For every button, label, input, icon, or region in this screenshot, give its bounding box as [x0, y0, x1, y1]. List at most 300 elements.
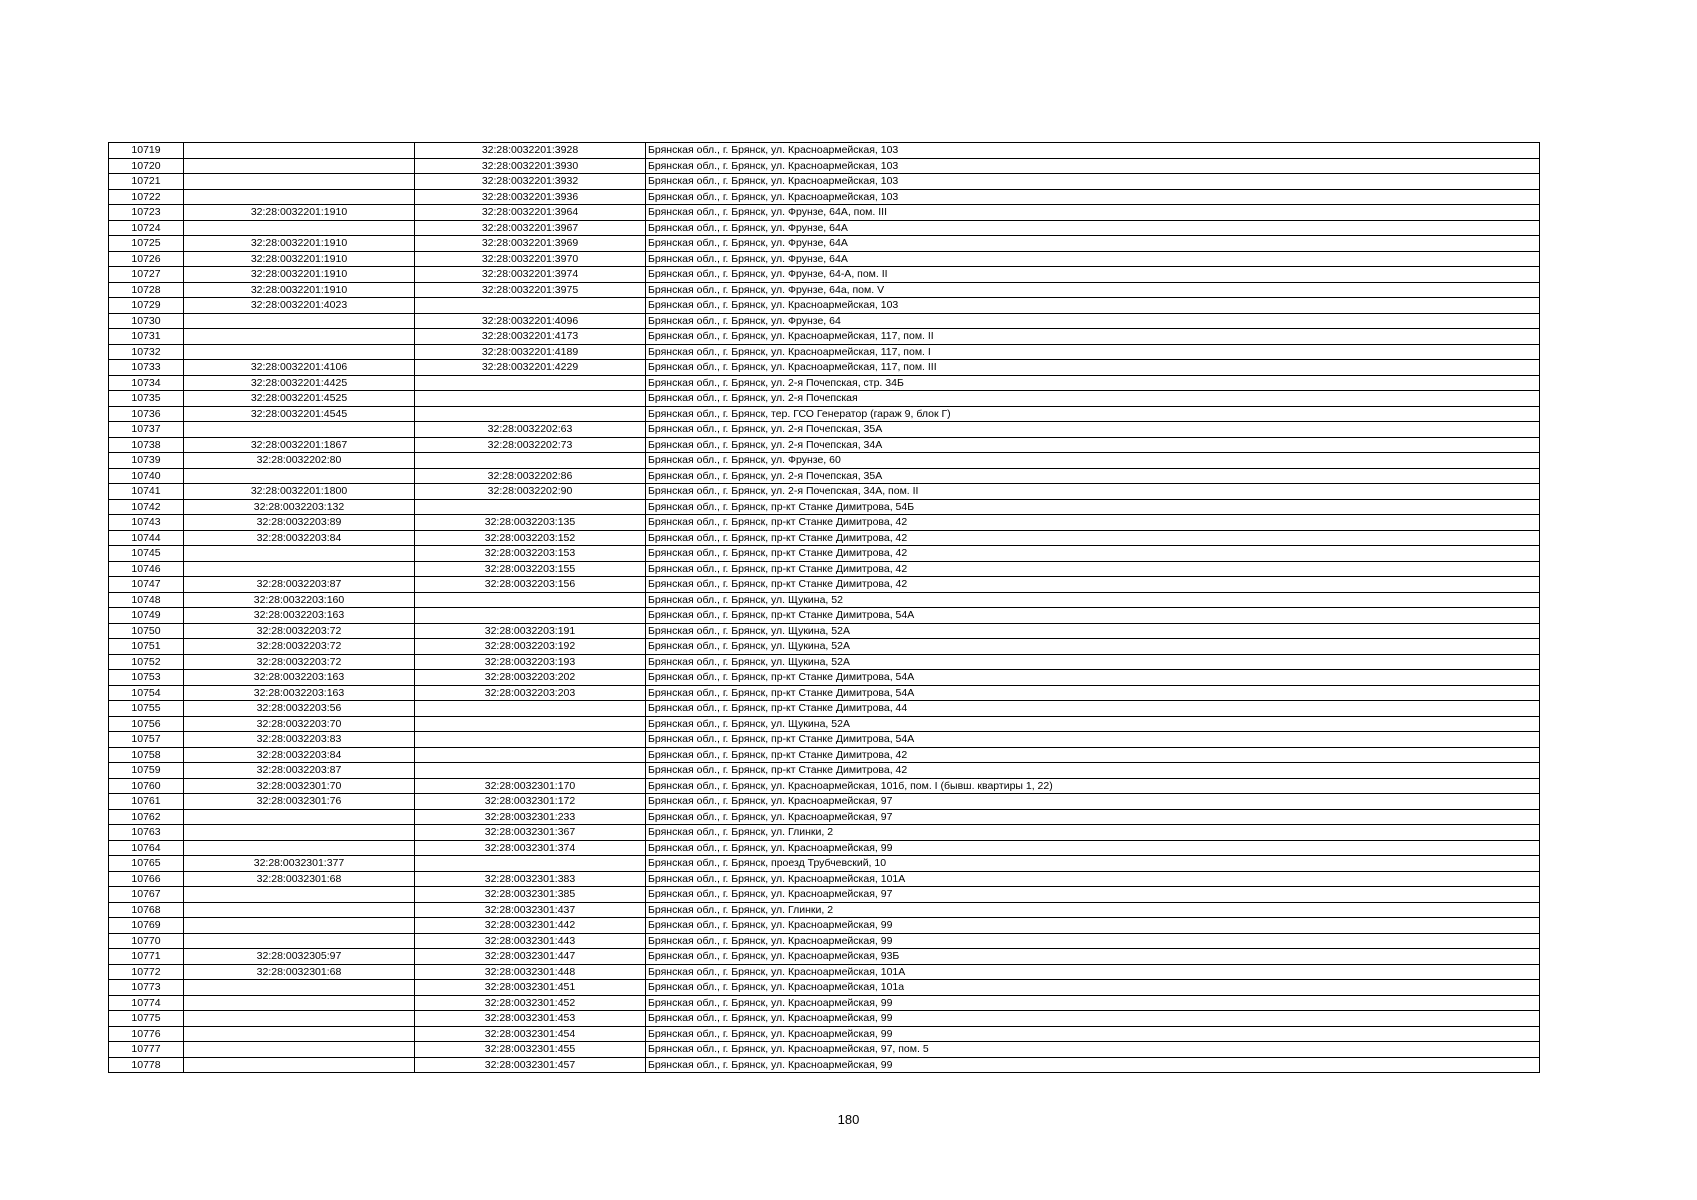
- table-row: [109, 1011, 1540, 1027]
- row-number-cell: 10774: [109, 995, 184, 1011]
- row-number-cell: 10728: [109, 282, 184, 298]
- registry-table-body: [109, 143, 1540, 1073]
- object-cadastral-cell: [415, 406, 646, 422]
- object-cadastral-cell: 32:28:0032203:202: [415, 670, 646, 686]
- object-cadastral-cell: 32:28:0032201:4189: [415, 344, 646, 360]
- address-cell: Брянская обл., г. Брянск, ул. Глинки, 2: [646, 902, 1540, 918]
- address-cell: Брянская обл., г. Брянск, ул. Красноармейская, 99: [646, 918, 1540, 934]
- land-plot-cadastral-cell: [184, 468, 415, 484]
- row-number-cell: 10768: [109, 902, 184, 918]
- row-number-cell: 10767: [109, 887, 184, 903]
- object-cadastral-cell: [415, 732, 646, 748]
- table-row: [109, 174, 1540, 190]
- row-number-cell: 10760: [109, 778, 184, 794]
- address-cell: Брянская обл., г. Брянск, ул. Красноармейская, 97: [646, 794, 1540, 810]
- object-cadastral-cell: 32:28:0032301:457: [415, 1057, 646, 1073]
- land-plot-cadastral-cell: 32:28:0032203:89: [184, 515, 415, 531]
- land-plot-cadastral-cell: 32:28:0032201:1910: [184, 205, 415, 221]
- land-plot-cadastral-cell: 32:28:0032301:68: [184, 871, 415, 887]
- table-row: [109, 236, 1540, 252]
- object-cadastral-cell: 32:28:0032202:63: [415, 422, 646, 438]
- address-cell: Брянская обл., г. Брянск, ул. Фрунзе, 64А: [646, 220, 1540, 236]
- table-row: [109, 205, 1540, 221]
- object-cadastral-cell: 32:28:0032201:3930: [415, 158, 646, 174]
- table-row: [109, 670, 1540, 686]
- address-cell: Брянская обл., г. Брянск, ул. Щукина, 52А: [646, 639, 1540, 655]
- table-row: [109, 360, 1540, 376]
- object-cadastral-cell: 32:28:0032301:170: [415, 778, 646, 794]
- address-cell: Брянская обл., г. Брянск, ул. Фрунзе, 64: [646, 313, 1540, 329]
- object-cadastral-cell: [415, 747, 646, 763]
- land-plot-cadastral-cell: [184, 1026, 415, 1042]
- land-plot-cadastral-cell: [184, 329, 415, 345]
- address-cell: Брянская обл., г. Брянск, ул. Красноармейская, 117, пом. III: [646, 360, 1540, 376]
- land-plot-cadastral-cell: [184, 933, 415, 949]
- address-cell: Брянская обл., г. Брянск, ул. Красноармейская, 97: [646, 809, 1540, 825]
- land-plot-cadastral-cell: 32:28:0032203:70: [184, 716, 415, 732]
- object-cadastral-cell: 32:28:0032203:155: [415, 561, 646, 577]
- row-number-cell: 10719: [109, 143, 184, 159]
- address-cell: Брянская обл., г. Брянск, ул. 2-я Почепская, 34А, пом. II: [646, 484, 1540, 500]
- row-number-cell: 10723: [109, 205, 184, 221]
- land-plot-cadastral-cell: [184, 995, 415, 1011]
- land-plot-cadastral-cell: 32:28:0032203:87: [184, 577, 415, 593]
- address-cell: Брянская обл., г. Брянск, ул. Красноармейская, 99: [646, 1011, 1540, 1027]
- address-cell: Брянская обл., г. Брянск, ул. Красноармейская, 103: [646, 158, 1540, 174]
- object-cadastral-cell: 32:28:0032201:3932: [415, 174, 646, 190]
- land-plot-cadastral-cell: 32:28:0032203:163: [184, 685, 415, 701]
- row-number-cell: 10773: [109, 980, 184, 996]
- address-cell: Брянская обл., г. Брянск, ул. Красноармейская, 97: [646, 887, 1540, 903]
- table-row: [109, 220, 1540, 236]
- row-number-cell: 10777: [109, 1042, 184, 1058]
- land-plot-cadastral-cell: [184, 143, 415, 159]
- object-cadastral-cell: 32:28:0032301:367: [415, 825, 646, 841]
- row-number-cell: 10762: [109, 809, 184, 825]
- table-row: [109, 747, 1540, 763]
- table-row: [109, 267, 1540, 283]
- land-plot-cadastral-cell: 32:28:0032203:84: [184, 747, 415, 763]
- address-cell: Брянская обл., г. Брянск, ул. Красноармейская, 103: [646, 143, 1540, 159]
- row-number-cell: 10776: [109, 1026, 184, 1042]
- land-plot-cadastral-cell: 32:28:0032203:84: [184, 530, 415, 546]
- address-cell: Брянская обл., г. Брянск, пр-кт Станке Димитрова, 42: [646, 561, 1540, 577]
- object-cadastral-cell: 32:28:0032301:454: [415, 1026, 646, 1042]
- address-cell: Брянская обл., г. Брянск, ул. 2-я Почепская: [646, 391, 1540, 407]
- address-cell: Брянская обл., г. Брянск, ул. Красноармейская, 103: [646, 189, 1540, 205]
- land-plot-cadastral-cell: 32:28:0032301:70: [184, 778, 415, 794]
- address-cell: Брянская обл., г. Брянск, ул. Глинки, 2: [646, 825, 1540, 841]
- table-row: [109, 484, 1540, 500]
- object-cadastral-cell: 32:28:0032201:4229: [415, 360, 646, 376]
- row-number-cell: 10747: [109, 577, 184, 593]
- address-cell: Брянская обл., г. Брянск, пр-кт Станке Димитрова, 42: [646, 530, 1540, 546]
- row-number-cell: 10752: [109, 654, 184, 670]
- address-cell: Брянская обл., г. Брянск, ул. Фрунзе, 60: [646, 453, 1540, 469]
- row-number-cell: 10761: [109, 794, 184, 810]
- land-plot-cadastral-cell: [184, 220, 415, 236]
- object-cadastral-cell: 32:28:0032301:233: [415, 809, 646, 825]
- land-plot-cadastral-cell: 32:28:0032201:1910: [184, 236, 415, 252]
- address-cell: Брянская обл., г. Брянск, ул. 2-я Почепская, 35А: [646, 468, 1540, 484]
- table-row: [109, 344, 1540, 360]
- address-cell: Брянская обл., г. Брянск, ул. Красноармейская, 101б, пом. I (бывш. квартиры 1, 22): [646, 778, 1540, 794]
- table-row: [109, 1026, 1540, 1042]
- table-row: [109, 1057, 1540, 1073]
- land-plot-cadastral-cell: [184, 825, 415, 841]
- row-number-cell: 10753: [109, 670, 184, 686]
- table-row: [109, 778, 1540, 794]
- table-row: [109, 654, 1540, 670]
- land-plot-cadastral-cell: 32:28:0032203:72: [184, 639, 415, 655]
- table-row: [109, 701, 1540, 717]
- address-cell: Брянская обл., г. Брянск, ул. 2-я Почепская, 35А: [646, 422, 1540, 438]
- object-cadastral-cell: 32:28:0032301:443: [415, 933, 646, 949]
- address-cell: Брянская обл., г. Брянск, пр-кт Станке Димитрова, 54А: [646, 685, 1540, 701]
- row-number-cell: 10746: [109, 561, 184, 577]
- table-row: [109, 639, 1540, 655]
- object-cadastral-cell: 32:28:0032201:3974: [415, 267, 646, 283]
- table-row: [109, 329, 1540, 345]
- object-cadastral-cell: 32:28:0032201:4173: [415, 329, 646, 345]
- land-plot-cadastral-cell: 32:28:0032203:160: [184, 592, 415, 608]
- land-plot-cadastral-cell: [184, 1011, 415, 1027]
- land-plot-cadastral-cell: 32:28:0032203:72: [184, 623, 415, 639]
- row-number-cell: 10739: [109, 453, 184, 469]
- address-cell: Брянская обл., г. Брянск, ул. 2-я Почепская, стр. 34Б: [646, 375, 1540, 391]
- table-row: [109, 375, 1540, 391]
- object-cadastral-cell: 32:28:0032301:453: [415, 1011, 646, 1027]
- address-cell: Брянская обл., г. Брянск, ул. Щукина, 52А: [646, 716, 1540, 732]
- land-plot-cadastral-cell: [184, 980, 415, 996]
- page-number: 180: [837, 1112, 860, 1127]
- land-plot-cadastral-cell: 32:28:0032203:87: [184, 763, 415, 779]
- row-number-cell: 10749: [109, 608, 184, 624]
- row-number-cell: 10730: [109, 313, 184, 329]
- row-number-cell: 10725: [109, 236, 184, 252]
- table-row: [109, 499, 1540, 515]
- object-cadastral-cell: 32:28:0032203:203: [415, 685, 646, 701]
- row-number-cell: 10722: [109, 189, 184, 205]
- table-row: [109, 561, 1540, 577]
- object-cadastral-cell: 32:28:0032301:455: [415, 1042, 646, 1058]
- land-plot-cadastral-cell: [184, 809, 415, 825]
- land-plot-cadastral-cell: [184, 918, 415, 934]
- address-cell: Брянская обл., г. Брянск, ул. Красноармейская, 117, пом. I: [646, 344, 1540, 360]
- table-row: [109, 282, 1540, 298]
- land-plot-cadastral-cell: 32:28:0032203:132: [184, 499, 415, 515]
- table-row: [109, 1042, 1540, 1058]
- table-row: [109, 809, 1540, 825]
- object-cadastral-cell: 32:28:0032301:374: [415, 840, 646, 856]
- address-cell: Брянская обл., г. Брянск, ул. Щукина, 52А: [646, 623, 1540, 639]
- address-cell: Брянская обл., г. Брянск, ул. Красноармейская, 99: [646, 933, 1540, 949]
- row-number-cell: 10778: [109, 1057, 184, 1073]
- object-cadastral-cell: [415, 701, 646, 717]
- row-number-cell: 10756: [109, 716, 184, 732]
- land-plot-cadastral-cell: 32:28:0032203:56: [184, 701, 415, 717]
- row-number-cell: 10738: [109, 437, 184, 453]
- land-plot-cadastral-cell: 32:28:0032201:1910: [184, 267, 415, 283]
- land-plot-cadastral-cell: 32:28:0032203:163: [184, 670, 415, 686]
- row-number-cell: 10758: [109, 747, 184, 763]
- table-row: [109, 685, 1540, 701]
- row-number-cell: 10729: [109, 298, 184, 314]
- address-cell: Брянская обл., г. Брянск, ул. Щукина, 52А: [646, 654, 1540, 670]
- object-cadastral-cell: [415, 608, 646, 624]
- table-row: [109, 964, 1540, 980]
- address-cell: Брянская обл., г. Брянск, ул. Щукина, 52: [646, 592, 1540, 608]
- registry-table: [108, 142, 1540, 1073]
- object-cadastral-cell: [415, 391, 646, 407]
- land-plot-cadastral-cell: 32:28:0032201:4023: [184, 298, 415, 314]
- land-plot-cadastral-cell: 32:28:0032301:68: [184, 964, 415, 980]
- row-number-cell: 10732: [109, 344, 184, 360]
- object-cadastral-cell: 32:28:0032301:448: [415, 964, 646, 980]
- address-cell: Брянская обл., г. Брянск, пр-кт Станке Димитрова, 42: [646, 747, 1540, 763]
- address-cell: Брянская обл., г. Брянск, ул. Красноармейская, 103: [646, 174, 1540, 190]
- land-plot-cadastral-cell: 32:28:0032201:1910: [184, 282, 415, 298]
- address-cell: Брянская обл., г. Брянск, ул. Фрунзе, 64А: [646, 236, 1540, 252]
- land-plot-cadastral-cell: [184, 887, 415, 903]
- row-number-cell: 10721: [109, 174, 184, 190]
- land-plot-cadastral-cell: 32:28:0032203:72: [184, 654, 415, 670]
- table-row: [109, 189, 1540, 205]
- address-cell: Брянская обл., г. Брянск, ул. Красноармейская, 117, пом. II: [646, 329, 1540, 345]
- address-cell: Брянская обл., г. Брянск, пр-кт Станке Димитрова, 54Б: [646, 499, 1540, 515]
- address-cell: Брянская обл., г. Брянск, ул. Красноармейская, 101А: [646, 964, 1540, 980]
- address-cell: Брянская обл., г. Брянск, ул. 2-я Почепская, 34А: [646, 437, 1540, 453]
- address-cell: Брянская обл., г. Брянск, ул. Красноармейская, 99: [646, 840, 1540, 856]
- table-row: [109, 825, 1540, 841]
- row-number-cell: 10769: [109, 918, 184, 934]
- land-plot-cadastral-cell: [184, 174, 415, 190]
- object-cadastral-cell: 32:28:0032301:383: [415, 871, 646, 887]
- table-row: [109, 468, 1540, 484]
- land-plot-cadastral-cell: [184, 344, 415, 360]
- object-cadastral-cell: 32:28:0032301:447: [415, 949, 646, 965]
- table-row: [109, 251, 1540, 267]
- table-row: [109, 143, 1540, 159]
- land-plot-cadastral-cell: 32:28:0032203:163: [184, 608, 415, 624]
- object-cadastral-cell: 32:28:0032201:3967: [415, 220, 646, 236]
- row-number-cell: 10740: [109, 468, 184, 484]
- row-number-cell: 10751: [109, 639, 184, 655]
- table-row: [109, 313, 1540, 329]
- object-cadastral-cell: [415, 298, 646, 314]
- land-plot-cadastral-cell: [184, 189, 415, 205]
- table-row: [109, 763, 1540, 779]
- address-cell: Брянская обл., г. Брянск, проезд Трубчевский, 10: [646, 856, 1540, 872]
- table-row: [109, 437, 1540, 453]
- table-row: [109, 887, 1540, 903]
- address-cell: Брянская обл., г. Брянск, ул. Красноармейская, 103: [646, 298, 1540, 314]
- object-cadastral-cell: 32:28:0032203:152: [415, 530, 646, 546]
- land-plot-cadastral-cell: 32:28:0032201:4106: [184, 360, 415, 376]
- land-plot-cadastral-cell: 32:28:0032201:4525: [184, 391, 415, 407]
- row-number-cell: 10736: [109, 406, 184, 422]
- land-plot-cadastral-cell: [184, 422, 415, 438]
- object-cadastral-cell: 32:28:0032203:153: [415, 546, 646, 562]
- object-cadastral-cell: [415, 763, 646, 779]
- object-cadastral-cell: 32:28:0032201:3970: [415, 251, 646, 267]
- table-row: [109, 856, 1540, 872]
- row-number-cell: 10759: [109, 763, 184, 779]
- address-cell: Брянская обл., г. Брянск, тер. ГСО Генератор (гараж 9, блок Г): [646, 406, 1540, 422]
- address-cell: Брянская обл., г. Брянск, пр-кт Станке Димитрова, 42: [646, 515, 1540, 531]
- address-cell: Брянская обл., г. Брянск, ул. Красноармейская, 99: [646, 1057, 1540, 1073]
- address-cell: Брянская обл., г. Брянск, ул. Красноармейская, 93Б: [646, 949, 1540, 965]
- row-number-cell: 10750: [109, 623, 184, 639]
- land-plot-cadastral-cell: [184, 902, 415, 918]
- row-number-cell: 10772: [109, 964, 184, 980]
- land-plot-cadastral-cell: [184, 1042, 415, 1058]
- land-plot-cadastral-cell: [184, 561, 415, 577]
- object-cadastral-cell: 32:28:0032301:451: [415, 980, 646, 996]
- land-plot-cadastral-cell: [184, 158, 415, 174]
- row-number-cell: 10734: [109, 375, 184, 391]
- table-row: [109, 871, 1540, 887]
- address-cell: Брянская обл., г. Брянск, ул. Фрунзе, 64-А, пом. II: [646, 267, 1540, 283]
- row-number-cell: 10731: [109, 329, 184, 345]
- table-row: [109, 840, 1540, 856]
- row-number-cell: 10766: [109, 871, 184, 887]
- row-number-cell: 10771: [109, 949, 184, 965]
- object-cadastral-cell: 32:28:0032202:90: [415, 484, 646, 500]
- land-plot-cadastral-cell: [184, 840, 415, 856]
- row-number-cell: 10737: [109, 422, 184, 438]
- table-row: [109, 592, 1540, 608]
- row-number-cell: 10726: [109, 251, 184, 267]
- row-number-cell: 10763: [109, 825, 184, 841]
- table-row: [109, 608, 1540, 624]
- land-plot-cadastral-cell: 32:28:0032201:1800: [184, 484, 415, 500]
- table-row: [109, 949, 1540, 965]
- table-row: [109, 716, 1540, 732]
- row-number-cell: 10720: [109, 158, 184, 174]
- table-row: [109, 995, 1540, 1011]
- address-cell: Брянская обл., г. Брянск, ул. Красноармейская, 101а: [646, 980, 1540, 996]
- land-plot-cadastral-cell: [184, 1057, 415, 1073]
- row-number-cell: 10754: [109, 685, 184, 701]
- address-cell: Брянская обл., г. Брянск, пр-кт Станке Димитрова, 44: [646, 701, 1540, 717]
- object-cadastral-cell: 32:28:0032201:3975: [415, 282, 646, 298]
- object-cadastral-cell: 32:28:0032301:452: [415, 995, 646, 1011]
- row-number-cell: 10748: [109, 592, 184, 608]
- address-cell: Брянская обл., г. Брянск, ул. Красноармейская, 101А: [646, 871, 1540, 887]
- land-plot-cadastral-cell: 32:28:0032203:83: [184, 732, 415, 748]
- address-cell: Брянская обл., г. Брянск, ул. Красноармейская, 99: [646, 995, 1540, 1011]
- object-cadastral-cell: 32:28:0032203:191: [415, 623, 646, 639]
- object-cadastral-cell: [415, 856, 646, 872]
- object-cadastral-cell: 32:28:0032201:3969: [415, 236, 646, 252]
- table-row: [109, 918, 1540, 934]
- object-cadastral-cell: 32:28:0032301:442: [415, 918, 646, 934]
- land-plot-cadastral-cell: 32:28:0032301:377: [184, 856, 415, 872]
- land-plot-cadastral-cell: 32:28:0032201:4425: [184, 375, 415, 391]
- object-cadastral-cell: 32:28:0032202:73: [415, 437, 646, 453]
- row-number-cell: 10741: [109, 484, 184, 500]
- object-cadastral-cell: 32:28:0032201:4096: [415, 313, 646, 329]
- row-number-cell: 10770: [109, 933, 184, 949]
- object-cadastral-cell: 32:28:0032203:135: [415, 515, 646, 531]
- address-cell: Брянская обл., г. Брянск, ул. Фрунзе, 64а, пом. V: [646, 282, 1540, 298]
- address-cell: Брянская обл., г. Брянск, пр-кт Станке Димитрова, 54А: [646, 732, 1540, 748]
- address-cell: Брянская обл., г. Брянск, пр-кт Станке Димитрова, 42: [646, 577, 1540, 593]
- table-row: [109, 623, 1540, 639]
- table-row: [109, 732, 1540, 748]
- row-number-cell: 10742: [109, 499, 184, 515]
- land-plot-cadastral-cell: 32:28:0032202:80: [184, 453, 415, 469]
- row-number-cell: 10724: [109, 220, 184, 236]
- object-cadastral-cell: 32:28:0032201:3964: [415, 205, 646, 221]
- table-row: [109, 453, 1540, 469]
- object-cadastral-cell: 32:28:0032202:86: [415, 468, 646, 484]
- object-cadastral-cell: 32:28:0032203:156: [415, 577, 646, 593]
- row-number-cell: 10765: [109, 856, 184, 872]
- land-plot-cadastral-cell: [184, 313, 415, 329]
- row-number-cell: 10745: [109, 546, 184, 562]
- table-row: [109, 298, 1540, 314]
- table-row: [109, 980, 1540, 996]
- table-row: [109, 794, 1540, 810]
- table-row: [109, 406, 1540, 422]
- land-plot-cadastral-cell: 32:28:0032201:1867: [184, 437, 415, 453]
- object-cadastral-cell: 32:28:0032203:192: [415, 639, 646, 655]
- land-plot-cadastral-cell: 32:28:0032201:4545: [184, 406, 415, 422]
- address-cell: Брянская обл., г. Брянск, пр-кт Станке Димитрова, 42: [646, 763, 1540, 779]
- row-number-cell: 10775: [109, 1011, 184, 1027]
- table-row: [109, 933, 1540, 949]
- row-number-cell: 10744: [109, 530, 184, 546]
- address-cell: Брянская обл., г. Брянск, пр-кт Станке Димитрова, 42: [646, 546, 1540, 562]
- object-cadastral-cell: [415, 453, 646, 469]
- table-row: [109, 530, 1540, 546]
- row-number-cell: 10764: [109, 840, 184, 856]
- row-number-cell: 10727: [109, 267, 184, 283]
- object-cadastral-cell: [415, 375, 646, 391]
- row-number-cell: 10757: [109, 732, 184, 748]
- table-row: [109, 422, 1540, 438]
- object-cadastral-cell: 32:28:0032203:193: [415, 654, 646, 670]
- land-plot-cadastral-cell: 32:28:0032301:76: [184, 794, 415, 810]
- address-cell: Брянская обл., г. Брянск, ул. Красноармейская, 99: [646, 1026, 1540, 1042]
- table-row: [109, 546, 1540, 562]
- land-plot-cadastral-cell: 32:28:0032305:97: [184, 949, 415, 965]
- address-cell: Брянская обл., г. Брянск, пр-кт Станке Димитрова, 54А: [646, 670, 1540, 686]
- land-plot-cadastral-cell: 32:28:0032201:1910: [184, 251, 415, 267]
- address-cell: Брянская обл., г. Брянск, ул. Фрунзе, 64А: [646, 251, 1540, 267]
- row-number-cell: 10735: [109, 391, 184, 407]
- object-cadastral-cell: [415, 499, 646, 515]
- object-cadastral-cell: 32:28:0032301:385: [415, 887, 646, 903]
- address-cell: Брянская обл., г. Брянск, пр-кт Станке Димитрова, 54А: [646, 608, 1540, 624]
- object-cadastral-cell: 32:28:0032301:437: [415, 902, 646, 918]
- table-row: [109, 515, 1540, 531]
- object-cadastral-cell: 32:28:0032201:3936: [415, 189, 646, 205]
- object-cadastral-cell: [415, 592, 646, 608]
- land-plot-cadastral-cell: [184, 546, 415, 562]
- table-row: [109, 158, 1540, 174]
- table-row: [109, 902, 1540, 918]
- row-number-cell: 10755: [109, 701, 184, 717]
- row-number-cell: 10743: [109, 515, 184, 531]
- object-cadastral-cell: [415, 716, 646, 732]
- row-number-cell: 10733: [109, 360, 184, 376]
- address-cell: Брянская обл., г. Брянск, ул. Красноармейская, 97, пом. 5: [646, 1042, 1540, 1058]
- table-row: [109, 391, 1540, 407]
- object-cadastral-cell: 32:28:0032301:172: [415, 794, 646, 810]
